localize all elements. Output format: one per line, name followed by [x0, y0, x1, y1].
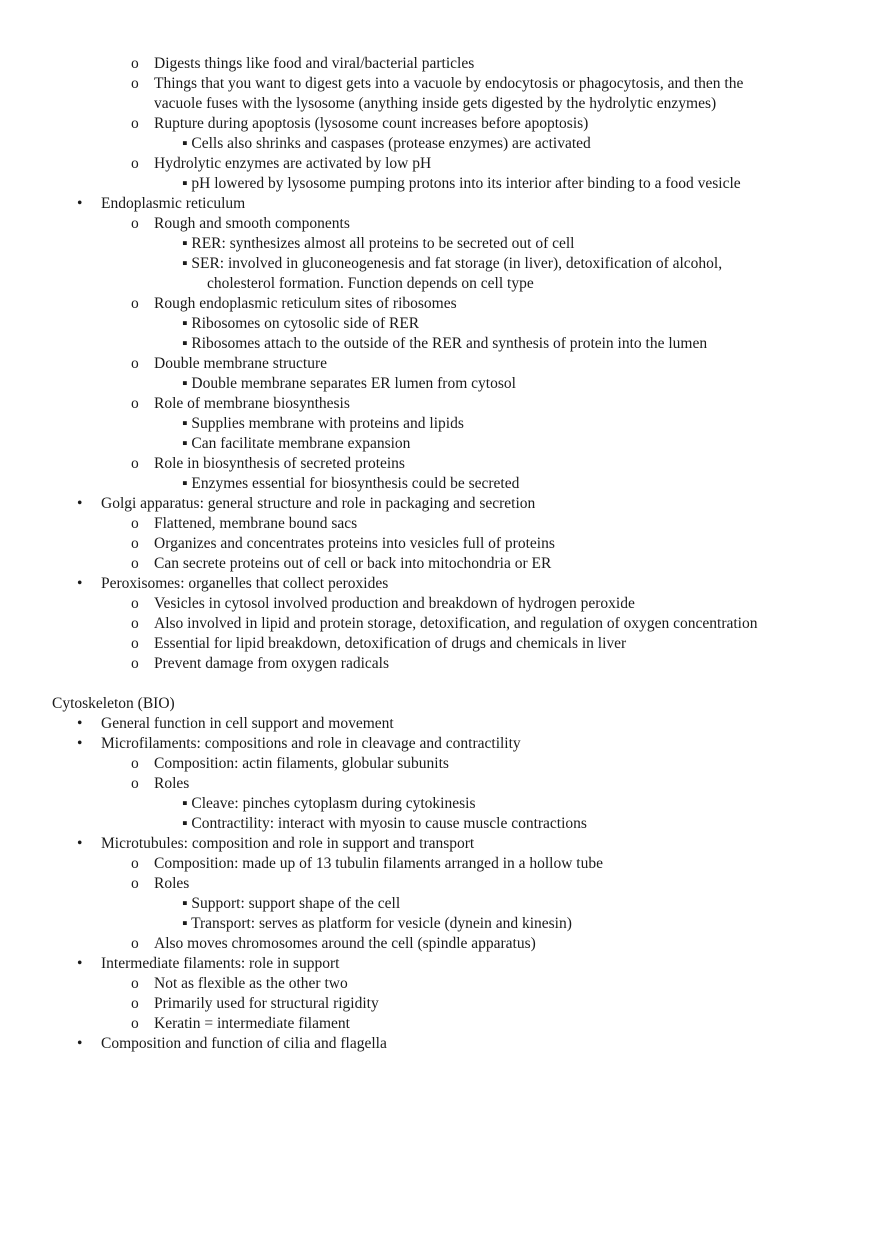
sub-bullet-marker: o [131, 595, 139, 612]
list-item [0, 414, 880, 434]
bullet-marker: • [77, 735, 83, 752]
list-item [0, 434, 880, 454]
list-item [0, 314, 880, 334]
list-item-text: Hydrolytic enzymes are activated by low pH [154, 155, 432, 172]
list-item [0, 134, 880, 154]
list-item-text: Also involved in lipid and protein storage, detoxification, and regulation of oxygen concentration [154, 615, 758, 632]
sub-bullet-marker: o [131, 75, 139, 92]
list-item-text: Microtubules: composition and role in support and transport [101, 835, 475, 852]
list-item-text: ▪ Cleave: pinches cytoplasm during cytokinesis [182, 795, 476, 812]
list-item [0, 154, 880, 174]
list-item-text: General function in cell support and movement [101, 715, 394, 732]
list-item-text: Roles [154, 775, 190, 792]
list-item-text: Role in biosynthesis of secreted proteins [154, 455, 405, 472]
sub-bullet-marker: o [131, 655, 139, 672]
sub-bullet-marker: o [131, 295, 139, 312]
list-item [0, 574, 880, 594]
list-item [0, 854, 880, 874]
sub-bullet-marker: o [131, 755, 139, 772]
sub-bullet-marker: o [131, 355, 139, 372]
sub-bullet-marker: o [131, 935, 139, 952]
list-item-text: Vesicles in cytosol involved production and breakdown of hydrogen peroxide [154, 595, 635, 612]
list-item [0, 234, 880, 254]
list-item-text: Prevent damage from oxygen radicals [154, 655, 389, 672]
list-item [0, 194, 880, 214]
list-item [0, 634, 880, 654]
list-item [0, 514, 880, 534]
list-item-text: ▪ Cells also shrinks and caspases (protease enzymes) are activated [182, 135, 591, 152]
list-item-text: Double membrane structure [154, 355, 328, 372]
list-item-text: Composition: made up of 13 tubulin filaments arranged in a hollow tube [154, 855, 603, 872]
list-item [0, 814, 880, 834]
bullet-marker: • [77, 955, 83, 972]
list-item [0, 454, 880, 474]
list-item-text: Also moves chromosomes around the cell (spindle apparatus) [154, 935, 536, 952]
list-item [0, 594, 880, 614]
list-item [0, 894, 880, 914]
organelle-notes-list [0, 54, 880, 674]
list-item-text: ▪ SER: involved in gluconeogenesis and fat storage (in liver), detoxification of alcohol, [182, 255, 723, 272]
list-item [0, 294, 880, 314]
list-item-text: ▪ pH lowered by lysosome pumping protons into its interior after binding to a food vesicle [182, 175, 741, 192]
list-item-text: Keratin = intermediate filament [154, 1015, 350, 1032]
list-item-text: Not as flexible as the other two [154, 975, 348, 992]
list-item [0, 94, 880, 114]
list-item-text: cholesterol formation. Function depends on cell type [207, 275, 534, 292]
list-item-text: Peroxisomes: organelles that collect peroxides [101, 575, 389, 592]
list-item [0, 474, 880, 494]
list-item-text: Intermediate filaments: role in support [101, 955, 340, 972]
list-item [0, 374, 880, 394]
list-item-text: Microfilaments: compositions and role in cleavage and contractility [101, 735, 521, 752]
list-item [0, 1014, 880, 1034]
sub-bullet-marker: o [131, 115, 139, 132]
list-item [0, 754, 880, 774]
sub-bullet-marker: o [131, 395, 139, 412]
list-item-text: ▪ Support: support shape of the cell [182, 895, 401, 912]
list-item-text: vacuole fuses with the lysosome (anything inside gets digested by the hydrolytic enzymes) [154, 95, 717, 112]
list-item-text: ▪ Can facilitate membrane expansion [182, 435, 411, 452]
list-item-text: Can secrete proteins out of cell or back into mitochondria or ER [154, 555, 552, 572]
list-item [0, 394, 880, 414]
list-item-text: ▪ Ribosomes on cytosolic side of RER [182, 315, 420, 332]
bullet-marker: • [77, 835, 83, 852]
sub-bullet-marker: o [131, 515, 139, 532]
list-item-text: ▪ Supplies membrane with proteins and lipids [182, 415, 464, 432]
sub-bullet-marker: o [131, 875, 139, 892]
sub-bullet-marker: o [131, 995, 139, 1012]
sub-bullet-marker: o [131, 535, 139, 552]
sub-bullet-marker: o [131, 215, 139, 232]
list-item-text: Rupture during apoptosis (lysosome count increases before apoptosis) [154, 115, 589, 132]
list-item-text: ▪ Double membrane separates ER lumen from cytosol [182, 375, 516, 392]
list-item [0, 734, 880, 754]
list-item [0, 974, 880, 994]
bullet-marker: • [77, 575, 83, 592]
bullet-marker: • [77, 495, 83, 512]
bullet-marker: • [77, 1035, 83, 1052]
sub-bullet-marker: o [131, 555, 139, 572]
list-item [0, 214, 880, 234]
sub-bullet-marker: o [131, 55, 139, 72]
sub-bullet-marker: o [131, 455, 139, 472]
list-item-text: ▪ Contractility: interact with myosin to cause muscle contractions [182, 815, 587, 832]
list-item [0, 654, 880, 674]
sub-bullet-marker: o [131, 155, 139, 172]
list-item [0, 334, 880, 354]
list-item-text: Roles [154, 875, 190, 892]
list-item [0, 874, 880, 894]
sub-bullet-marker: o [131, 635, 139, 652]
list-item [0, 54, 880, 74]
sub-bullet-marker: o [131, 775, 139, 792]
section-heading [0, 694, 880, 714]
list-item [0, 554, 880, 574]
list-item-text: Digests things like food and viral/bacterial particles [154, 55, 475, 72]
cytoskeleton-notes-list [0, 714, 880, 1054]
list-item-text: ▪ RER: synthesizes almost all proteins to be secreted out of cell [182, 235, 575, 252]
list-item-text: Rough endoplasmic reticulum sites of ribosomes [154, 295, 457, 312]
list-item [0, 114, 880, 134]
list-item-text: Composition and function of cilia and flagella [101, 1035, 387, 1052]
list-item-text: ▪ Ribosomes attach to the outside of the RER and synthesis of protein into the lumen [182, 335, 708, 352]
list-item-text: ▪ Enzymes essential for biosynthesis could be secreted [182, 475, 520, 492]
list-item [0, 954, 880, 974]
sub-bullet-marker: o [131, 615, 139, 632]
list-item [0, 534, 880, 554]
list-item-text: Golgi apparatus: general structure and role in packaging and secretion [101, 495, 536, 512]
list-item [0, 934, 880, 954]
list-item [0, 914, 880, 934]
list-item-text: Flattened, membrane bound sacs [154, 515, 358, 532]
list-item [0, 714, 880, 734]
list-item [0, 614, 880, 634]
list-item-text: Endoplasmic reticulum [101, 195, 246, 212]
list-item-text: Things that you want to digest gets into a vacuole by endocytosis or phagocytosis, and then the [154, 75, 744, 92]
notes-content [0, 54, 880, 1054]
list-item [0, 74, 880, 94]
bullet-marker: • [77, 195, 83, 212]
list-item-text: Organizes and concentrates proteins into vesicles full of proteins [154, 535, 555, 552]
list-item-text: Essential for lipid breakdown, detoxification of drugs and chemicals in liver [154, 635, 627, 652]
list-item-text: ▪ Transport: serves as platform for vesicle (dynein and kinesin) [182, 915, 572, 932]
section-spacer [0, 674, 880, 694]
sub-bullet-marker: o [131, 855, 139, 872]
sub-bullet-marker: o [131, 975, 139, 992]
list-item [0, 1034, 880, 1054]
bullet-marker: • [77, 715, 83, 732]
section-heading-text: Cytoskeleton (BIO) [52, 695, 175, 712]
list-item-text: Composition: actin filaments, globular subunits [154, 755, 449, 772]
list-item [0, 774, 880, 794]
list-item [0, 494, 880, 514]
list-item [0, 834, 880, 854]
list-item [0, 354, 880, 374]
list-item [0, 274, 880, 294]
list-item-text: Role of membrane biosynthesis [154, 395, 350, 412]
sub-bullet-marker: o [131, 1015, 139, 1032]
list-item-text: Rough and smooth components [154, 215, 350, 232]
list-item [0, 794, 880, 814]
list-item [0, 254, 880, 274]
list-item [0, 174, 880, 194]
list-item-text: Primarily used for structural rigidity [154, 995, 379, 1012]
list-item [0, 994, 880, 1014]
